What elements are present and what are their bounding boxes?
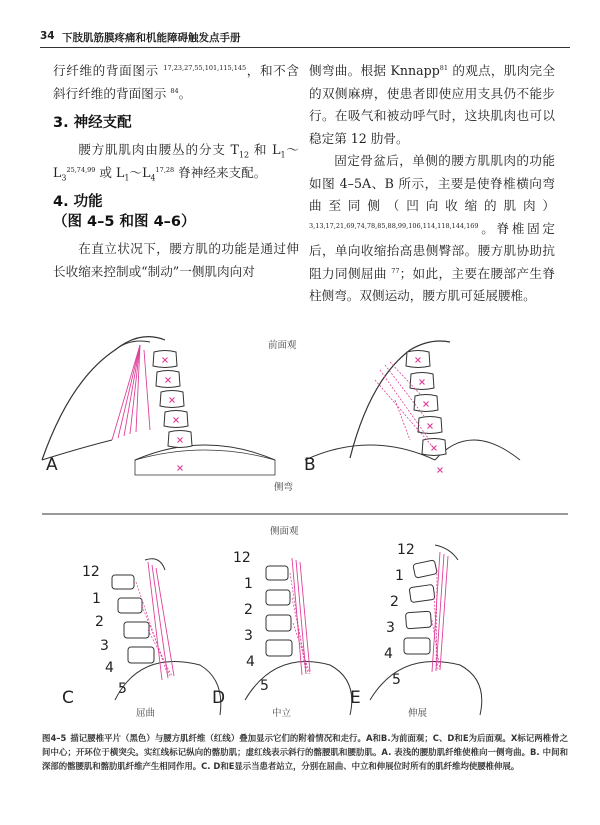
running-title: 下肢肌筋膜疼痛和机能障碍触发点手册: [62, 32, 241, 44]
svg-text:2: 2: [244, 602, 253, 618]
panel-c-drawing: [112, 559, 221, 715]
paragraph-innervation: 腰方肌肌肉由腰丛的分支 $T_{12}$ 和 $L_1\sim L_3^{25,74,99}$ 或 $L_1\sim L_4^{17,28}$ 脊神经来支配。: [53, 142, 300, 183]
svg-text:1: 1: [395, 568, 404, 584]
panel-label-b: B: [304, 455, 316, 475]
paragraph-function: 在直立状况下，腰方肌的功能是通过伸长收缩来控制或“制动”一侧肌肉向对: [53, 241, 299, 279]
label-lateral-bend: 侧弯: [274, 482, 294, 493]
svg-text:4: 4: [384, 646, 393, 662]
label-front-view: 前面观: [268, 340, 297, 351]
svg-text:12: 12: [233, 550, 251, 566]
svg-text:1: 1: [244, 576, 253, 592]
panel-label-e: E: [350, 688, 361, 708]
figure-label: 图4–5: [42, 733, 67, 743]
panel-label-c: C: [62, 688, 74, 708]
header-rule: [40, 47, 570, 48]
svg-text:5: 5: [118, 681, 127, 697]
svg-text:3: 3: [386, 620, 395, 636]
figure-4-5: [40, 320, 570, 725]
panel-label-a: A: [46, 455, 58, 475]
paragraph-pelvis-fixed: 固定骨盆后，单侧的腰方肌肌肉的功能如图 4–5A、B 所示，主要是使脊椎横向弯曲至同侧（凹向收缩的肌肉）$^{3,13,17,21,69,74,78,85,88,99,106,114,118,144,169}$。脊椎固定后，单向收缩抬高患侧臀部。腰方肌协助抗阻力同侧屈曲 $^{77}$；如此，主要在腰部产生脊柱侧弯。双侧运动，腰方肌可延展腰椎。: [309, 153, 555, 303]
page-number: 34: [40, 30, 55, 42]
figure-caption: [42, 731, 568, 773]
paragraph-lateral-bend: 侧弯曲。根据 Knnapp$^{81}$ 的观点，肌肉完全的双侧麻痹，使患者即使应用支具仍不能步行。在吸气和被动呼气时，这块肌肉也可以稳定第 12 肋骨。: [309, 63, 556, 146]
svg-text:5: 5: [392, 672, 401, 688]
panel-a-drawing: [42, 337, 275, 475]
figure-illustration: [40, 320, 570, 725]
svg-text:5: 5: [260, 678, 269, 694]
svg-text:2: 2: [95, 614, 104, 630]
svg-text:4: 4: [246, 654, 255, 670]
label-neutral: 中立: [272, 708, 292, 719]
panel-label-d: D: [212, 688, 226, 708]
caption-text: 描记腰椎平片（黑色）与腰方肌纤维（红线）叠加显示它们的附着情况和走行。A和B.为前面观；C、D和E为后面观。X标记两椎骨之间中心；开环位于横突尖。实红线标记纵向的髂肋肌；虚红线表示斜行的髂腰肌和腰肋肌。A. 表浅的腰肋肌纤维使椎向一侧弯曲。B. 中间和深部的髂腰肌和髂肋肌纤维产生相同作用。C. D和E显示当患者站立，分别在屈曲、中立和伸展位时所有的肌纤维均使腰椎伸展。: [42, 733, 568, 771]
section-heading-innervation: 3. 神经支配: [53, 115, 132, 131]
svg-text:3: 3: [100, 638, 109, 654]
section-heading-function: 4. 功能 （图 4–5 和图 4–6）: [53, 194, 196, 230]
right-column: [309, 60, 555, 308]
svg-text:1: 1: [92, 591, 101, 607]
label-side-view: 侧面观: [270, 526, 299, 537]
svg-text:3: 3: [244, 628, 253, 644]
running-header: [40, 30, 570, 48]
left-column: [53, 60, 299, 283]
svg-text:4: 4: [105, 660, 114, 676]
label-extension: 伸展: [408, 708, 428, 719]
svg-text:12: 12: [82, 564, 100, 580]
svg-text:2: 2: [390, 594, 399, 610]
vertebra-numbers-d: [233, 550, 269, 694]
svg-text:12: 12: [397, 542, 415, 558]
panel-b-drawing: [305, 341, 520, 473]
paragraph-fibers: 行纤维的背面图示 $^{17,23,27,55,101,115,145}$，和不含斜行纤维的背面图示 $^{84}$。: [53, 63, 299, 101]
label-flexion: 屈曲: [136, 708, 156, 719]
